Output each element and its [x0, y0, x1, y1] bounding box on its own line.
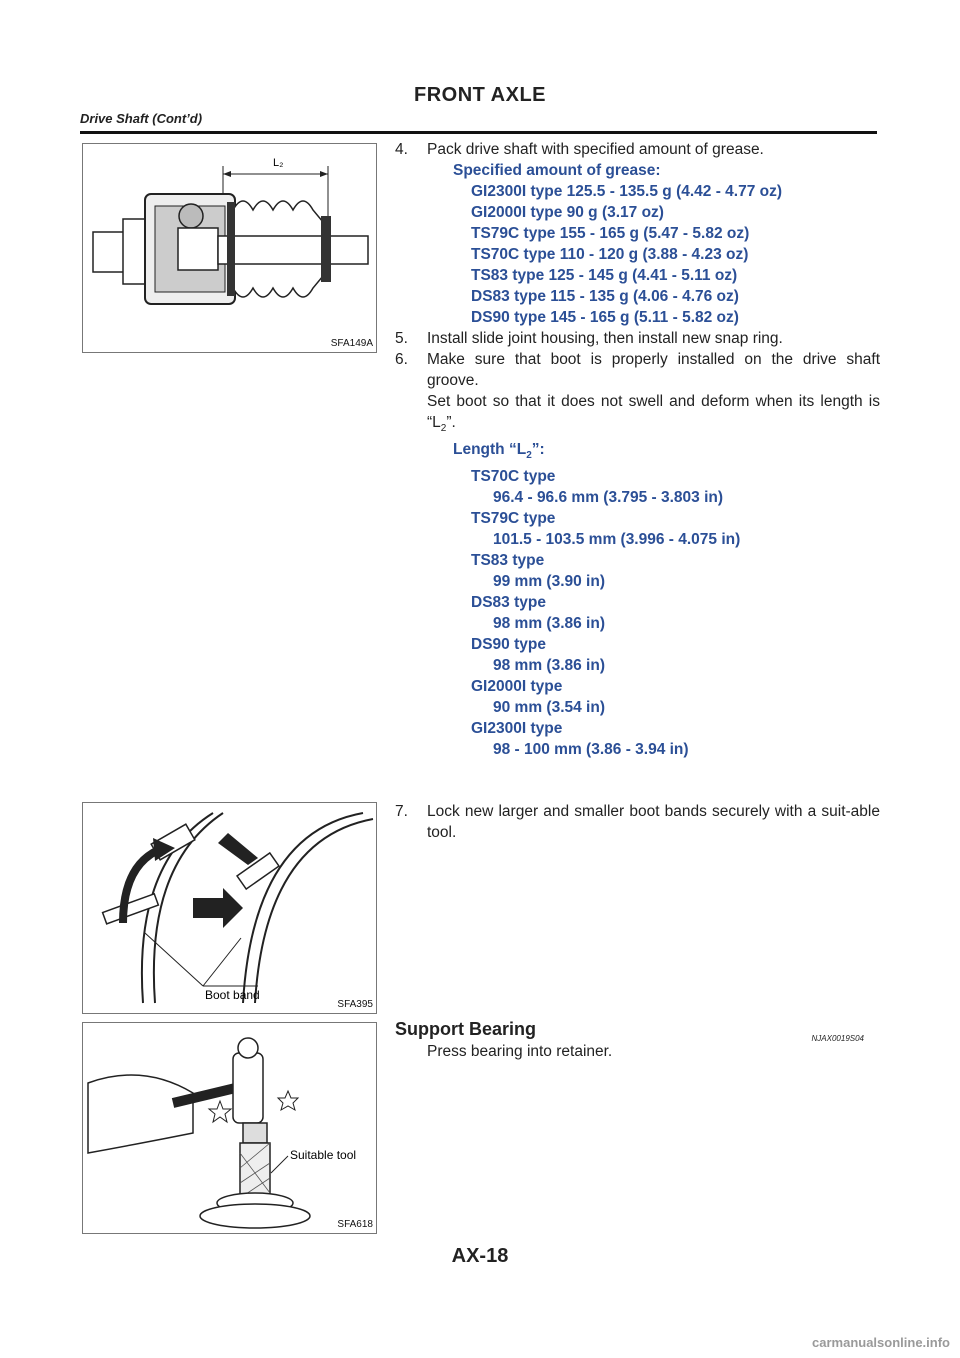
grease-spec-item: TS79C type 155 - 165 g (5.47 - 5.82 oz) [471, 225, 750, 242]
boot-band-illustration [83, 803, 376, 1013]
suitable-tool-label: Suitable tool [290, 1148, 357, 1162]
page-title: FRONT AXLE [413, 84, 547, 106]
grease-spec-item: GI2000I type 90 g (3.17 oz) [471, 204, 664, 221]
figure-drive-shaft-boot [82, 143, 377, 353]
step-7-text: Lock new larger and smaller boot bands securely with a suit-able tool. [427, 803, 880, 841]
step-4-number: 4. [395, 141, 408, 158]
step-5 [395, 328, 880, 349]
step-5-text: Install slide joint housing, then install new snap ring. [427, 330, 783, 347]
grease-spec-item: DS90 type 145 - 165 g (5.11 - 5.82 oz) [471, 309, 739, 326]
section-code: NJAX0019S04 [811, 1034, 864, 1043]
boot-band-label: Boot band [205, 988, 260, 1002]
step-6-note: Set boot so that it does not swell and deform when its length is “$L_2$”. [427, 393, 880, 435]
support-bearing-instruction: Press bearing into retainer. [427, 1043, 613, 1060]
length-type: TS83 type [471, 552, 545, 570]
support-bearing-text [395, 1041, 880, 1062]
step-7-number: 7. [395, 803, 408, 820]
header-divider [80, 131, 877, 134]
drive-shaft-illustration [83, 144, 376, 352]
step-6-number: 6. [395, 351, 408, 368]
l2-label: L₂ [273, 157, 284, 169]
length-type: TS70C type [471, 468, 556, 486]
step-5-number: 5. [395, 330, 408, 347]
length-value: 98 mm (3.86 in) [493, 615, 605, 633]
figure-id-sfa149a: SFA149A [330, 338, 373, 349]
step-4 [395, 139, 880, 160]
length-value: 90 mm (3.54 in) [493, 699, 605, 717]
support-bearing-heading: Support Bearing [395, 1019, 537, 1039]
length-value: 96.4 - 96.6 mm (3.795 - 3.803 in) [493, 489, 724, 507]
grease-spec-item: DS83 type 115 - 135 g (4.06 - 4.76 oz) [471, 288, 739, 305]
step-4-text: Pack drive shaft with specified amount of grease. [427, 141, 764, 158]
page-subtitle: Drive Shaft (Cont’d) [80, 111, 203, 126]
page-number: AX-18 [451, 1245, 509, 1267]
grease-spec-item: GI2300I type 125.5 - 135.5 g (4.42 - 4.77 oz) [471, 183, 783, 200]
procedure-step-7 [395, 801, 880, 843]
grease-spec-item: TS83 type 125 - 145 g (4.41 - 5.11 oz) [471, 267, 738, 284]
step-6 [395, 349, 880, 391]
grease-spec-heading: Specified amount of grease: [453, 162, 661, 179]
length-type: TS79C type [471, 510, 556, 528]
length-type: DS90 type [471, 636, 546, 654]
length-type: GI2300I type [471, 720, 563, 738]
figure-id-sfa618: SFA618 [337, 1219, 373, 1230]
procedure-steps-4-6 [395, 139, 880, 760]
figure-id-sfa395: SFA395 [337, 999, 373, 1010]
bearing-press-illustration [83, 1023, 376, 1233]
length-type: GI2000I type [471, 678, 563, 696]
figure-boot-band [82, 802, 377, 1014]
length-value: 98 - 100 mm (3.86 - 3.94 in) [493, 741, 689, 759]
figure-support-bearing [82, 1022, 377, 1234]
length-type: DS83 type [471, 594, 546, 612]
length-value: 99 mm (3.90 in) [493, 573, 605, 591]
length-value: 98 mm (3.86 in) [493, 657, 605, 675]
step-7 [395, 801, 880, 843]
step-6-text: Make sure that boot is properly installed on the drive shaft groove. [427, 351, 880, 389]
length-value: 101.5 - 103.5 mm (3.996 - 4.075 in) [493, 531, 741, 549]
length-spec-heading: Length “$L_2$”: [453, 441, 545, 462]
watermark: carmanualsonline.info [812, 1335, 950, 1350]
grease-spec-item: TS70C type 110 - 120 g (3.88 - 4.23 oz) [471, 246, 749, 263]
